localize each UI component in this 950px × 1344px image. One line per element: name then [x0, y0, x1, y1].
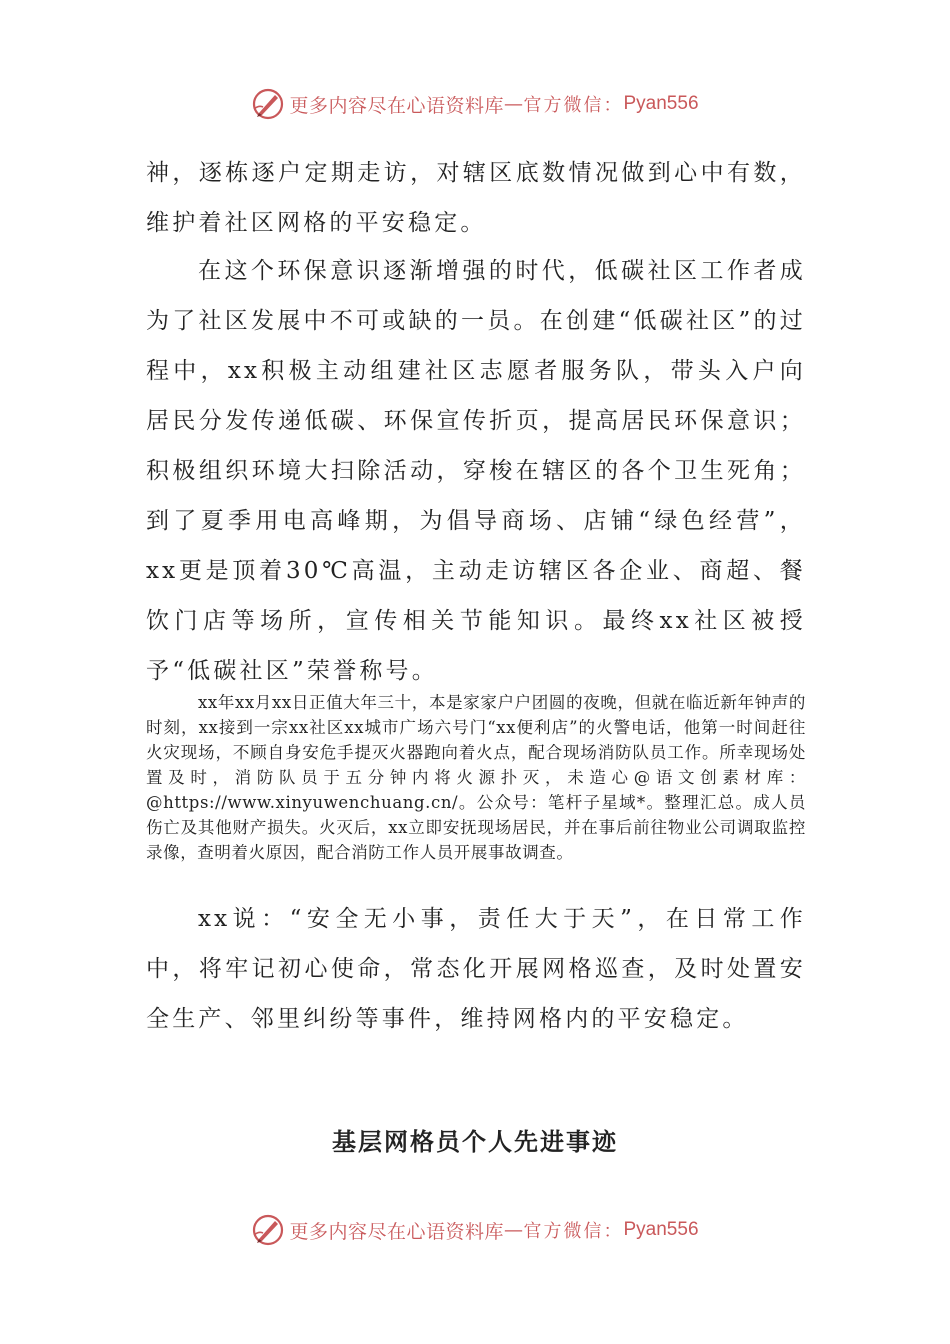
- banner-wechat-id: Pyan556: [623, 93, 699, 114]
- header-banner: [0, 84, 950, 124]
- paragraph-safety-quote: xx说：“安全无小事，责任大于天”，在日常工作中，将牢记初心使命，常态化开展网格巡查，及时处置安全生产、邻里纠纷等事件，维持网格内的平安稳定。: [146, 906, 806, 1032]
- banner-separator: —: [504, 93, 524, 115]
- pen-logo-icon: [251, 87, 285, 121]
- banner-wechat-id: Pyan556: [623, 1219, 699, 1240]
- pen-logo-icon: [251, 1213, 285, 1247]
- banner-text: 更多内容尽在心语资料库: [289, 94, 504, 117]
- footer-banner: [0, 1210, 950, 1250]
- section-title: 基层网格员个人先进事迹: [332, 1127, 618, 1156]
- paragraph-fire-incident: xx年xx月xx日正值大年三十，本是家家户户团圆的夜晚，但就在临近新年钟声的时刻，xx接到一宗xx社区xx城市广场六号门“xx便利店”的火警电话，他第一时间赶往火灾现场，不顾自身安危手提灭火器跑向着火点，配合现场消防队员工作。所幸现场处置及时，消防队员于五分钟内将火源扑灭，未造心@语文创素材库：@https://www.xinyuwenchuang.cn/。公众号：笔杆子星域*。整理汇总。成人员伤亡及其他财产损失。火灭后，xx立即安抚现场居民，并在事后前往物业公司调取监控录像，查明着火原因，配合消防工作人员开展事故调查。: [146, 693, 806, 862]
- banner-text: 更多内容尽在心语资料库: [289, 1220, 504, 1243]
- paragraph-continuation: 神，逐栋逐户定期走访，对辖区底数情况做到心中有数，维护着社区网格的平安稳定。: [146, 160, 806, 236]
- paragraph-low-carbon: 在这个环保意识逐渐增强的时代，低碳社区工作者成为了社区发展中不可或缺的一员。在创建“低碳社区”的过程中，xx积极主动组建社区志愿者服务队，带头入户向居民分发传递低碳、环保宣传折页，提高居民环保意识；积极组织环境大扫除活动，穿梭在辖区的各个卫生死角；到了夏季用电高峰期，为倡导商场、店铺“绿色经营”，xx更是顶着30℃高温，主动走访辖区各企业、商超、餐饮门店等场所，宣传相关节能知识。最终xx社区被授予“低碳社区”荣誉称号。: [146, 258, 806, 684]
- banner-subtitle: 官方微信：: [523, 1221, 624, 1242]
- banner-separator: —: [504, 1219, 524, 1241]
- banner-subtitle: 官方微信：: [523, 95, 624, 116]
